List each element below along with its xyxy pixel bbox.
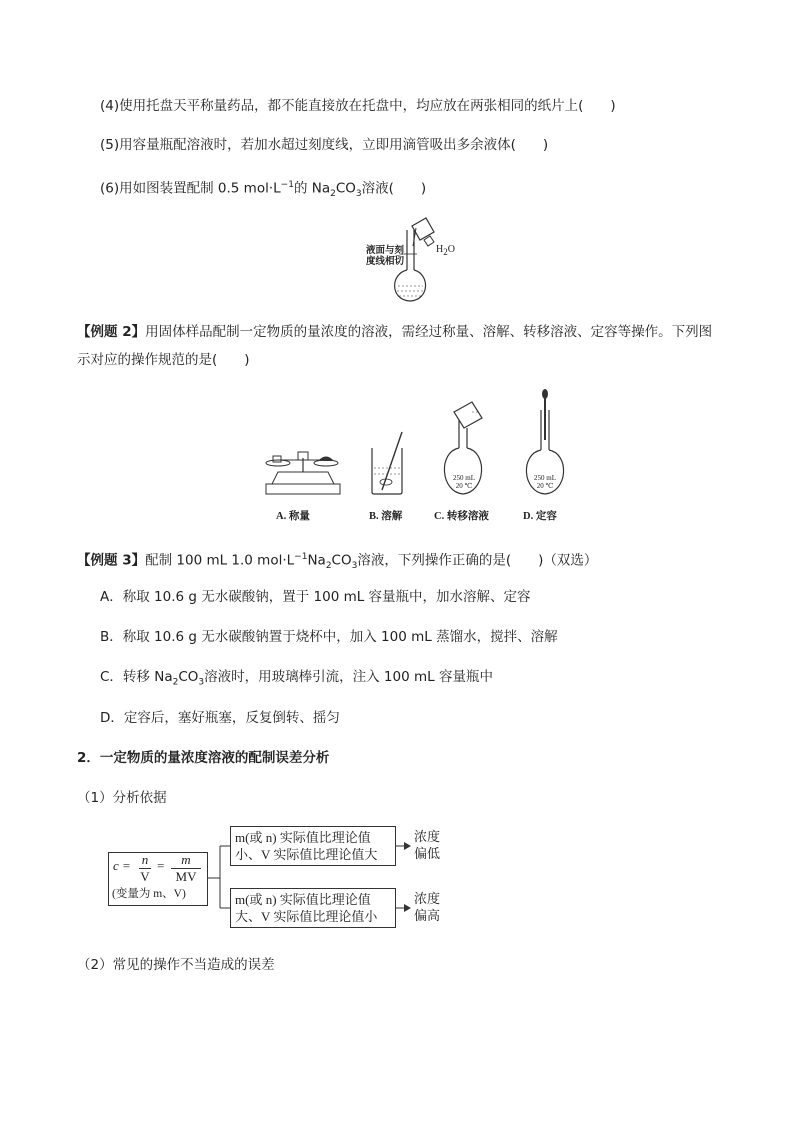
section-2-heading: 2．一定物质的量浓度溶液的配制误差分析 [77, 750, 330, 766]
result-high: 浓度 偏高 [414, 891, 441, 923]
caption-d: D. 定容 [523, 511, 557, 522]
formula-eq: = [157, 858, 165, 873]
example-2-line2: 示对应的操作规范的是( ) [77, 352, 250, 368]
option-c: C．转移 $Na_2CO_3$溶液时，用玻璃棒引流，注入 100 mL 容量瓶中 [100, 669, 493, 688]
formula-v: V [140, 869, 150, 884]
option-a: A．称取 10.6 g 无水碳酸钠，置于 100 mL 容量瓶中，加水溶解、定容 [100, 589, 531, 605]
formula-variable-note: (变量为 m、V) [112, 888, 186, 900]
formula-m: m [171, 851, 201, 869]
h2o-label: $H_2O$ [436, 244, 455, 257]
flask-c-label: 250 mL 20 ℃ [453, 474, 475, 490]
formula-mv: MV [175, 869, 197, 884]
section-2-sub2: （2）常见的操作不当造成的误差 [77, 957, 275, 973]
formula-c: c = [113, 858, 131, 873]
result-low: 浓度 偏低 [414, 829, 441, 861]
example-2-line1: 【例题 2】用固体样品配制一定物质的量浓度的溶液，需经过称量、溶解、转移溶液、定容等操作。下列图 [77, 324, 713, 340]
balance-icon [266, 452, 340, 494]
condition-box-low: m(或 n) 实际值比理论值 小、V 实际值比理论值大 [230, 826, 396, 866]
operations-figure [258, 388, 578, 528]
flask-label: 液面与刻 度线相切 [366, 246, 405, 267]
option-b: B．称取 10.6 g 无水碳酸钠置于烧杯中，加入 100 mL 蒸馏水，搅拌、溶解 [100, 629, 558, 645]
question-6: (6)用如图装置配制 0.5 $mol\cdot L^{-1}$的 $Na_2CO_3$溶液( ) [100, 180, 427, 200]
option-d: D．定容后，塞好瓶塞，反复倒转、摇匀 [100, 710, 340, 726]
analysis-diagram [108, 826, 448, 930]
question-4: (4)使用托盘天平称量药品，都不能直接放在托盘中，均应放在两张相同的纸片上( ) [100, 98, 616, 114]
caption-c: C. 转移溶液 [434, 511, 489, 522]
beaker-icon [372, 432, 402, 494]
flask-figure-1 [360, 212, 470, 304]
question-5: (5)用容量瓶配溶液时，若加水超过刻度线，立即用滴管吸出多余液体( ) [100, 137, 549, 153]
section-2-sub1: （1）分析依据 [77, 790, 167, 806]
formula-n: n [139, 851, 151, 869]
formula-box [108, 852, 208, 906]
example-3-stem: 【例题 3】配制 100 mL 1.0 $mol\cdot L^{-1}Na_2CO_3$溶液，下列操作正确的是( )（双选） [77, 552, 598, 572]
caption-b: B. 溶解 [369, 511, 403, 522]
caption-a: A. 称量 [276, 511, 310, 522]
condition-box-high: m(或 n) 实际值比理论值 大、V 实际值比理论值小 [230, 888, 396, 928]
flask-d-label: 250 mL 20 ℃ [534, 474, 556, 490]
